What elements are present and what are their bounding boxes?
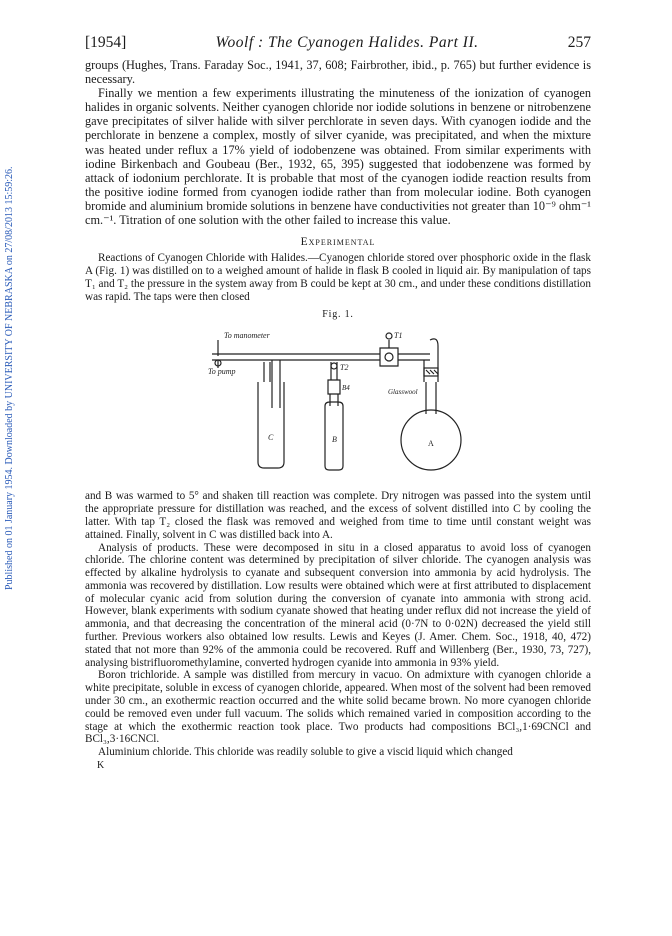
section-heading-experimental: Experimental <box>300 236 376 249</box>
signature-mark: K <box>97 760 105 772</box>
paragraph-after-figure: and B was warmed to 5° and shaken till reaction was complete. Dry nitrogen was passed into the system until the appropriate pressure for distillation was reached, and the excess of solvent distilled into C by cooling the latter. With tap T₂ closed the flask was removed and weighed from time to time until constant weight was attained. Finally, solvent in C was distilled back into A. <box>85 490 591 541</box>
running-header <box>85 34 591 52</box>
apparatus-figure <box>198 322 478 482</box>
header-title: Woolf : The Cyanogen Halides. Part II. <box>215 34 479 51</box>
label-to-pump: To pump <box>208 367 236 377</box>
paragraph-aluminium-chloride: Aluminium chloride. This chloride was readily soluble to give a viscid liquid which changed <box>98 746 513 759</box>
paragraph-ionization: Finally we mention a few experiments illustrating the minuteness of the ionization of cyanogen halides in organic solvents. Neither cyanogen chloride nor iodide solutions in benzene or nitrobenzene gave precipitates of silver halide with silver perchlorate in seven days. With cyanogen iodide and the perchlorate in benzene a complex, mostly of silver cyanide, was precipitated, and when the mixture was heated under reflux a 17% yield of iodobenzene was obtained. From similar experiments with iodine Birkenbach and Goubeau (Ber., 1932, 65, 395) suggested that iodobenzene was formed by attack of iodonium perchlorate. It is probable that most of the cyanogen iodide reaction results from the positive iodine formed from cyanogen iodide rather than from molecular iodine. Both cyanogen bromide and aluminium bromide solutions in benzene have conductivities not greater than 10⁻⁹ ohm⁻¹ cm.⁻¹. Titration of one solution with the other failed to increase this value. <box>85 86 591 228</box>
figure-caption: Fig. 1. <box>322 309 354 321</box>
label-to-manometer: To manometer <box>224 331 270 341</box>
label-t1: T1 <box>394 331 403 341</box>
label-b4: B4 <box>342 384 350 393</box>
paragraph-analysis: Analysis of products. These were decomposed in situ in a closed apparatus to avoid loss of cyanogen chloride. The chlorine content was determined by precipitation of silver chloride. The cyanogen analysis was effected by alkaline hydrolysis to cyanate and subsequent conversion into ammonia by acid hydrolysis. The ammonia was recovered by distillation. Low results were obtained which were at first attributed to displacement of molecular cyanic acid from solution during the conversion of cyanate into ammonia with strong acid. However, blank experiments with sodium cyanate showed that heating under reflux did not increase the yield of ammonia, and that decreasing the concentration of the mineral acid (0·7N to 0·02N) decreased the yield still further. Previous workers also obtained low results. Lewis and Keyes (J. Amer. Chem. Soc., 1918, 40, 472) stated that not more than 92% of the ammonia could be recovered. Ruff and Willenberg (Ber., 1930, 73, 727), analysing bistrifluoromethylamine, converted hydrogen cyanide into ammonia in 93% yield. <box>85 541 591 669</box>
download-watermark-text: Published on 01 January 1954. Downloaded by UNIVERSITY OF NEBRASKA on 27/08/2013 15:59:26. <box>4 166 15 590</box>
header-year: [1954] <box>85 34 127 51</box>
header-page-number: 257 <box>567 34 591 51</box>
label-glasswool: Glasswool <box>388 388 418 397</box>
label-b: B <box>332 435 337 445</box>
paragraph-reactions: Reactions of Cyanogen Chloride with Halides.—Cyanogen chloride stored over phosphoric oxide in the flask A (Fig. 1) was distilled on to a weighed amount of halide in flask B cooled in liquid air. By manipulation of taps T₁ and T₂ the pressure in the system away from B could be kept at 30 cm., and under these conditions distillation was rapid. The taps were then closed <box>85 252 591 303</box>
download-watermark <box>2 120 16 590</box>
label-c: C <box>268 433 274 443</box>
paragraph-continuation: groups (Hughes, Trans. Faraday Soc., 1941, 37, 608; Fairbrother, ibid., p. 765) but further evidence is necessary. <box>85 58 591 87</box>
label-t2: T2 <box>340 363 349 373</box>
label-a: A <box>428 439 434 449</box>
journal-page <box>85 34 591 771</box>
paragraph-boron-trichloride: Boron trichloride. A sample was distilled from mercury in vacuo. On admixture with cyanogen chloride a white precipitate, soluble in excess of cyanogen chloride, appeared. When most of the solvent had been removed under 30 cm., an exothermic reaction occurred and the white solid became brown. No more cyanogen chloride could be removed even under full vacuum. The solids which remained varied in composition according to the stage at which the exothermic reaction took place. Two products had compositions BCl₃,1·69CNCl and BCl₃,3·16CNCl. <box>85 669 591 746</box>
